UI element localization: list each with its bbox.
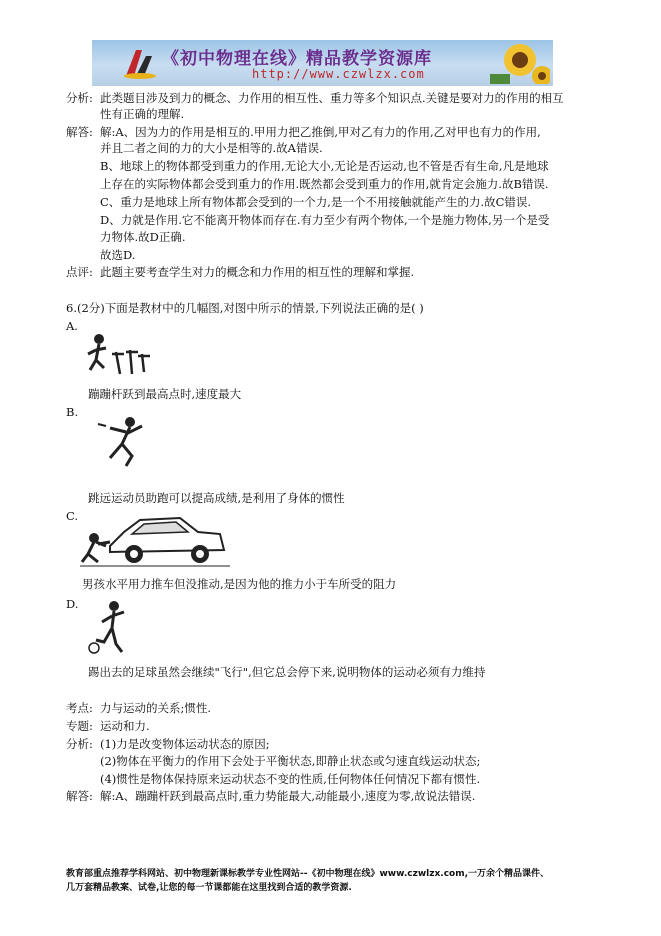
site-logo-icon: [122, 46, 158, 80]
q5-answer-line3: B、地球上的物体都受到重力的作用,无论大小,无论是否运动,也不管是否有生命,凡是地球: [100, 159, 549, 173]
q5-analysis-label: 分析:: [66, 91, 93, 105]
q5-answer-line2: 并且二者之间的力的大小是相等的.故A错误.: [100, 141, 323, 155]
q5-answer-line7: 力物体.故D正确.: [100, 230, 186, 244]
q5-analysis-line1: 此类题目涉及到力的概念、力作用的相互性、重力等多个知识点.关键是要对力的作用的相互: [100, 91, 564, 105]
pogo-stick-figure-icon: [84, 332, 164, 380]
q5-comment-label: 点评:: [66, 265, 93, 279]
q6-answer-label: 解答:: [66, 789, 93, 803]
site-title: 《初中物理在线》精品教学资源库: [162, 49, 432, 69]
footer-line2: 几万套精品教案、试卷,让您的每一节课都能在这里找到合适的教学资源.: [66, 883, 352, 893]
option-b-text: 跳远运动员助跑可以提高成绩,是利用了身体的惯性: [88, 491, 345, 505]
option-d-letter: D.: [66, 597, 79, 611]
q6-analysis-label: 分析:: [66, 737, 93, 751]
soccer-player-figure-icon: [84, 598, 134, 658]
long-jumper-figure-icon: [96, 412, 176, 472]
q5-answer-line5: C、重力是地球上所有物体都会受到的一个力,是一个不用接触就能产生的力.故C错误.: [100, 195, 532, 209]
q5-answer-line1: 解:A、因为力的作用是相互的.甲用力把乙推倒,甲对乙有力的作用,乙对甲也有力的作用,: [100, 125, 541, 139]
q5-analysis-line2: 性有正确的理解.: [100, 107, 185, 121]
header-banner: [92, 40, 553, 86]
q6-point-label: 考点:: [66, 701, 93, 715]
footer-line1: 教育部重点推荐学科网站、初中物理新课标教学专业性网站--《初中物理在线》www.czwlzx.com,一万余个精品课件、: [66, 869, 550, 879]
q6-answer-line1: 解:A、蹦蹦杆跃到最高点时,重力势能最大,动能最小,速度为零,故说法错误.: [100, 789, 476, 803]
q5-answer-label: 解答:: [66, 125, 93, 139]
option-c-letter: C.: [66, 509, 79, 523]
q6-analysis-line1: (1)力是改变物体运动状态的原因;: [100, 737, 270, 751]
boy-pushing-car-icon: [80, 512, 230, 570]
option-b-letter: B.: [66, 405, 79, 419]
q6-analysis-line3: (4)惯性是物体保持原来运动状态不变的性质,任何物体任何情况下都有惯性.: [100, 772, 481, 786]
site-url[interactable]: http://www.czwlzx.com: [252, 67, 425, 81]
q6-analysis-line2: (2)物体在平衡力的作用下会处于平衡状态,即静止状态或匀速直线运动状态;: [100, 754, 481, 768]
q5-answer-line6: D、力就是作用.它不能离开物体而存在.有力至少有两个物体,一个是施力物体,另一个是受: [100, 213, 550, 227]
option-a-letter: A.: [66, 319, 78, 333]
q5-answer-line4: 上存在的实际物体都会受到重力的作用.既然都会受到重力的作用,就肯定会施力.故B错误.: [100, 177, 549, 191]
q6-topic-label: 专题:: [66, 719, 93, 733]
option-d-text: 踢出去的足球虽然会继续"飞行",但它总会停下来,说明物体的运动必须有力维持: [88, 665, 486, 679]
q5-comment: 此题主要考查学生对力的概念和力作用的相互性的理解和掌握.: [100, 265, 415, 279]
q6-topic: 运动和力.: [100, 719, 150, 733]
sunflower-icon: [490, 40, 550, 84]
q6-stem: 6.(2分)下面是教材中的几幅图,对图中所示的情景,下列说法正确的是( ): [66, 301, 424, 315]
option-a-text: 蹦蹦杆跃到最高点时,速度最大: [88, 387, 242, 401]
q5-answer-line8: 故选D.: [100, 248, 136, 262]
q6-point: 力与运动的关系;惯性.: [100, 701, 212, 715]
option-c-text: 男孩水平用力推车但没推动,是因为他的推力小于车所受的阻力: [82, 577, 397, 591]
